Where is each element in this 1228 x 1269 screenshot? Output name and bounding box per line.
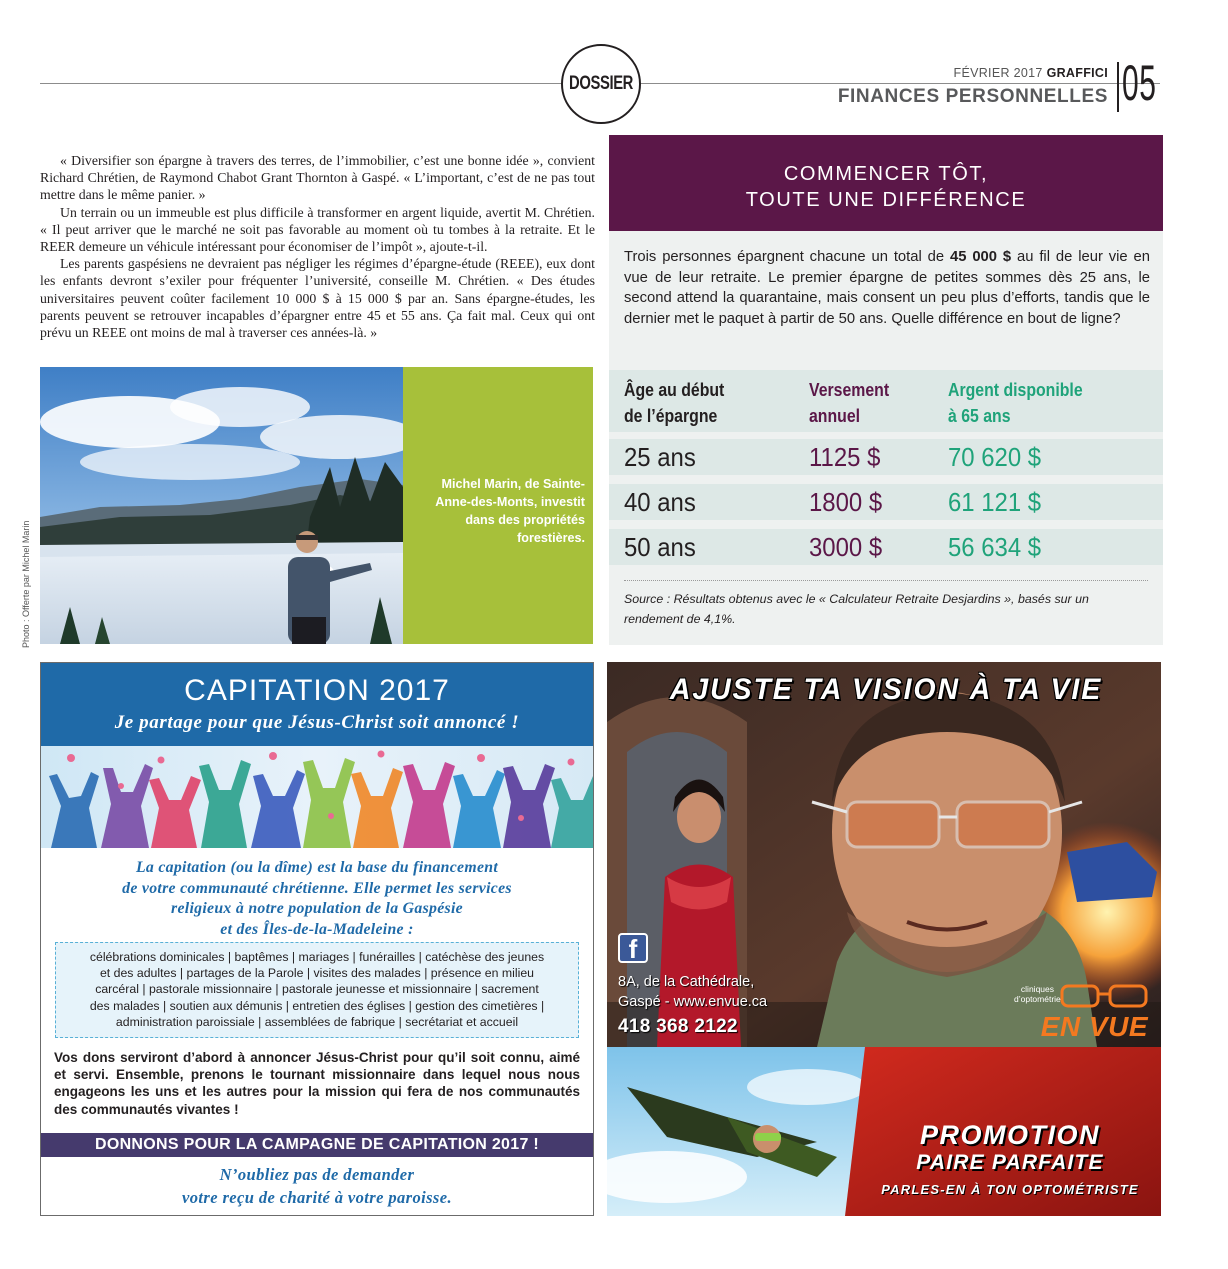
column-header-line: Versement — [809, 380, 890, 400]
issue-date: FÉVRIER 2017 — [953, 66, 1043, 80]
promotion-panel — [607, 1047, 1161, 1216]
panel-title-line: COMMENCER TÔT, — [783, 163, 989, 185]
receipt-reminder-line: N’oubliez pas de demander — [219, 1165, 415, 1184]
winter-landscape-photo — [40, 367, 403, 644]
page-number: 05 — [1122, 55, 1157, 111]
column-header-line: à 65 ans — [948, 406, 1011, 426]
clinic-logo — [1014, 982, 1154, 1042]
table-row — [609, 484, 1163, 520]
services-line: carcéral | pastorale missionnaire | pastorale jeunesse et missionnaire | sacrement — [95, 982, 539, 997]
services-line: célébrations dominicales | baptêmes | mariages | funérailles | catéchèse des jeunes — [89, 950, 545, 964]
table-header-row — [609, 370, 1163, 432]
clinic-address — [618, 972, 767, 1012]
clinic-phone: 418 368 2122 — [618, 1016, 738, 1037]
intro-amount: 45 000 $ — [950, 249, 1012, 265]
photo-credit: Photo : Offerte par Michel Marin — [21, 520, 31, 648]
column-header-line: de l’épargne — [624, 406, 718, 426]
comic-artwork — [607, 662, 1161, 1047]
section-title: FINANCES PERSONNELLES — [837, 86, 1108, 107]
cell-money: 70 620 $ — [948, 442, 1042, 472]
photo-illustration — [40, 367, 403, 644]
cell-age: 40 ans — [624, 487, 696, 517]
capitation-body: Vos dons serviront d’abord à annoncer Jésus-Christ pour qu’il soit connu, aimé et servi. Ensemble, prenons le tournant missionnaire dans lequel nous nous engageons les uns et les autres pour la mission qui fera de nos communautés des communautés vivantes ! — [54, 1050, 580, 1117]
promo-title: PROMOTION — [920, 1120, 1100, 1150]
services-line: administration paroissiale | assemblées de fabrique | secrétariat et accueil — [115, 1014, 519, 1029]
table-row — [609, 529, 1163, 565]
facebook-icon[interactable]: f — [618, 933, 648, 963]
services-line: et des adultes | partages de la Parole | visites des malades | présence en milieu — [99, 966, 535, 981]
services-list — [55, 942, 579, 1038]
promo-subtitle: PAIRE PARFAITE — [916, 1151, 1104, 1174]
cell-payment: 1125 $ — [809, 442, 881, 472]
capitation-intro — [61, 858, 573, 940]
source-divider — [624, 580, 1148, 581]
address-line: Gaspé - www.envue.ca — [618, 994, 768, 1010]
address-line: 8A, de la Cathédrale, — [618, 974, 755, 990]
section-badge-label: DOSSIER — [569, 73, 633, 94]
optometry-ad — [607, 662, 1161, 1216]
crowd-illustration — [41, 746, 593, 848]
column-header-line: annuel — [809, 406, 861, 426]
clinic-logo-name: EN VUE — [1040, 1011, 1148, 1042]
capitation-subtitle: Je partage pour que Jésus-Christ soit annoncé ! — [114, 712, 520, 733]
publication-name: GRAFFICI — [1046, 66, 1108, 80]
receipt-reminder — [41, 1163, 593, 1209]
clinic-logo-tagline — [1014, 984, 1061, 1004]
panel-title — [609, 135, 1163, 231]
column-header-age — [624, 377, 724, 429]
table-source: Source : Résultats obtenus avec le « Calculateur Retraite Desjardins », basés sur un rendement de 4,1%. — [624, 592, 1089, 626]
services-line: des malades | soutien aux démunis | entretien des églises | gestion des cimetières | — [89, 998, 545, 1013]
savings-comparison-panel — [609, 135, 1163, 645]
cell-payment: 3000 $ — [809, 532, 883, 562]
ad-headline: AJUSTE TA VISION À TA VIE — [669, 673, 1103, 706]
article-paragraph: Les parents gaspésiens ne devraient pas négliger les régimes d’épargne-étude (REEE), eux dont les enfants devront s’exiler pour fréquenter l’université, conseille M. Chrétien. « Des études universitaires peuvent coûter facilement 10 000 $ à 15 000 $ par an. Sans épargne-études, les parents peuvent se retrouver incapables d’épargner entre 45 et 55 ans. Ça fait mal. Ceux qui ont prévu un REEE ont moins de mal à traverser ces années-là. » — [40, 256, 595, 341]
header-divider — [1117, 62, 1119, 112]
campaign-banner: DONNONS POUR LA CAMPAGNE DE CAPITATION 2017 ! — [41, 1133, 593, 1157]
capitation-intro-line: La capitation (ou la dîme) est la base du financement — [135, 859, 499, 876]
crowd-hearts-illustration — [41, 746, 593, 848]
cell-payment: 1800 $ — [809, 487, 883, 517]
article-body — [40, 152, 595, 341]
column-header-money — [948, 377, 1083, 429]
section-badge — [561, 44, 641, 124]
logo-tagline-line: cliniques — [1020, 984, 1054, 994]
cell-money: 56 634 $ — [948, 532, 1042, 562]
receipt-reminder-line: votre reçu de charité à votre paroisse. — [182, 1188, 452, 1207]
capitation-intro-line: religieux à notre population de la Gaspésie — [171, 900, 463, 917]
column-header-line: Âge au début — [624, 380, 725, 400]
photo-caption-panel — [403, 367, 593, 644]
glasses-logo-icon — [1060, 982, 1148, 1010]
promo-tagline: PARLES-EN À TON OPTOMÉTRISTE — [881, 1182, 1139, 1197]
column-header-line: Argent disponible — [948, 380, 1083, 400]
panel-intro — [624, 247, 1150, 329]
logo-tagline-line: d’optométrie — [1014, 994, 1061, 1004]
capitation-intro-line: de votre communauté chrétienne. Elle permet les services — [122, 879, 512, 897]
column-header-payment — [809, 377, 889, 429]
article-paragraph: Un terrain ou un immeuble est plus difficile à transformer en argent liquide, avertit M. Chrétien. « Il peut arriver que le marché ne soit pas favorable au moment où tu tombes à la retraite. Et le REER demeure un véhicule intéressant pour économiser de l’impôt », ajoute-t-il. — [40, 204, 595, 255]
capitation-intro-line: et des Îles-de-la-Madeleine : — [220, 920, 414, 938]
issue-date-line — [954, 66, 1108, 80]
capitation-title: CAPITATION 2017 — [184, 674, 450, 707]
photo-caption: Michel Marin, de Sainte-Anne-des-Monts, investit dans des propriétés forestières. — [435, 477, 585, 545]
panel-title-line: TOUTE UNE DIFFÉRENCE — [745, 189, 1027, 211]
article-paragraph: « Diversifier son épargne à travers des terres, de l’immobilier, c’est une bonne idée », convient Richard Chrétien, de Raymond Chabot Grant Thornton à Gaspé. « L’important, c’est de ne pas tout mettre dans le même panier. » — [40, 153, 595, 203]
intro-text: Trois personnes épargnent chacune un total de — [624, 249, 950, 265]
cell-age: 25 ans — [624, 442, 696, 472]
cell-age: 50 ans — [624, 532, 696, 562]
capitation-ad — [40, 662, 594, 1216]
intro-text: au fil de leur vie en vue de leur retraite. Le premier épargne de petites sommes dès 25 ans, le second attend la quarantaine, mais consent un peu plus d’efforts, tandis que le dernier met le paquet à partir de 50 ans. Quelle différence en bout de ligne? — [624, 249, 1150, 327]
cell-money: 61 121 $ — [948, 487, 1042, 517]
table-row — [609, 439, 1163, 475]
